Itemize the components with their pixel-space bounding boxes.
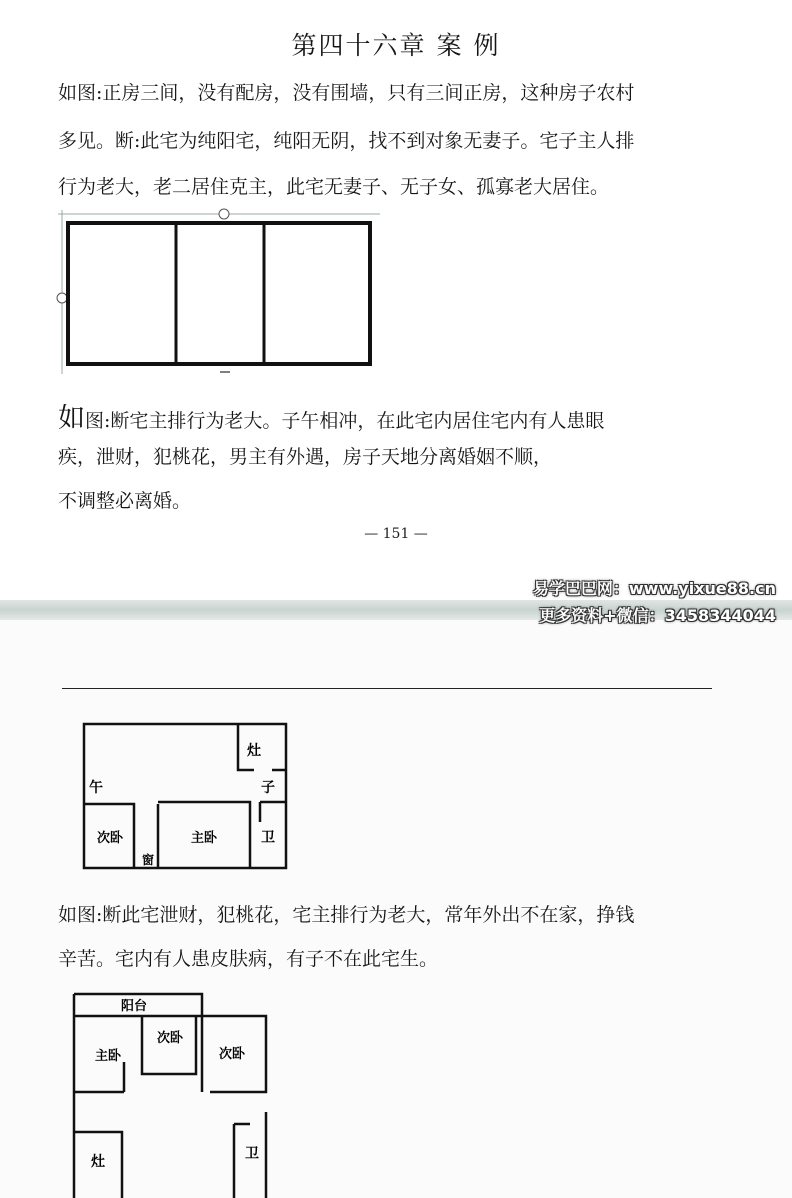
plan2-label-master-bedroom: 主卧 (190, 831, 218, 846)
case1-line-1: 如图:正房三间，没有配房，没有围墙，只有三间正房，这种房子农村 (58, 82, 635, 104)
plan3-label-second-bedroom-a: 次卧 (156, 1031, 184, 1046)
floor-plan-three-rooms (54, 206, 384, 378)
case1-line-2: 多见。断:此宅为纯阳宅，纯阳无阴，找不到对象无妻子。宅子主人排 (58, 130, 635, 152)
watermark-line-2: 更多资料+微信：3458344044 (539, 606, 776, 625)
plan2-label-second-bedroom: 次卧 (96, 831, 124, 846)
case2-line-2: 疾，泄财，犯桃花，男主有外遇，房子天地分离婚姻不顺， (58, 446, 553, 468)
plan2-label-stove: 灶 (247, 743, 261, 759)
floor-plan-case3 (66, 988, 286, 1198)
page-number: — 151 — (364, 526, 428, 542)
plan2-label-bathroom: 卫 (261, 830, 275, 846)
chapter-title: 第四十六章 案 例 (291, 31, 501, 60)
plan2-label-wu: 午 (89, 780, 103, 796)
plan2-label-zi: 子 (261, 780, 275, 796)
plan1-handle-left (57, 293, 67, 303)
case2-line-1 (58, 396, 728, 435)
plan1-outer-wall (68, 223, 370, 364)
plan3-label-bathroom: 卫 (245, 1146, 259, 1162)
case2-first-char: 如 (58, 403, 85, 434)
plan1-handle-top (219, 209, 229, 219)
watermark-line-1: 易学巴巴网：www.yixue88.cn (532, 579, 776, 598)
case3-line-2: 辛苦。宅内有人患皮肤病，有子不在此宅生。 (58, 948, 439, 970)
case1-line-3: 行为老大，老二居住克主，此宅无妻子、无子女、孤寡老大居住。 (58, 176, 610, 198)
case2-line-3: 不调整必离婚。 (58, 490, 192, 512)
plan3-label-balcony: 阳台 (120, 999, 148, 1014)
case3-line-1: 如图:断此宅泄财，犯桃花，宅主排行为老大，常年外出不在家，挣钱 (58, 904, 635, 926)
plan2-label-window: 窗 (141, 853, 155, 867)
case2-line-1-text: 图:断宅主排行为老大。子午相冲，在此宅内居住宅内有人患眼 (85, 410, 605, 432)
plan3-label-second-bedroom-b: 次卧 (218, 1047, 246, 1062)
plan3-label-master-bedroom: 主卧 (94, 1049, 122, 1064)
floor-plan-case2 (76, 718, 296, 878)
plan3-label-stove: 灶 (91, 1154, 105, 1170)
horizontal-rule (62, 688, 712, 689)
